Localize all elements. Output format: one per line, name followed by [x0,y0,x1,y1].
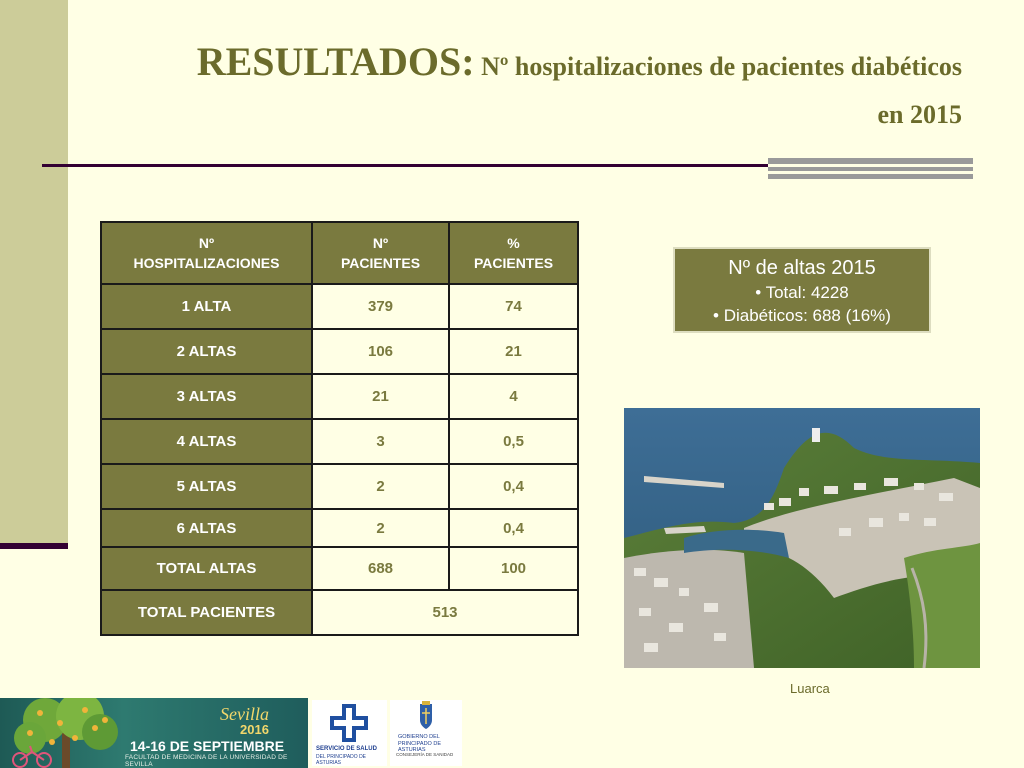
banner-faculty: FACULTAD DE MEDICINA DE LA UNIVERSIDAD DE SEVILLA [125,754,288,768]
header-hospitalizaciones: Nº HOSPITALIZACIONES [101,222,312,284]
header-porcentaje: % PACIENTES [449,222,578,284]
table-row [101,374,578,419]
sespa-line1: SERVICIO DE SALUD [316,746,377,752]
header-pacientes: Nº PACIENTES [312,222,449,284]
row-pacientes: 379 [312,284,449,329]
row-porcentaje: 0,4 [449,464,578,509]
table-header-row [101,222,578,284]
sespa-logo [312,700,387,766]
row-porcentaje: 74 [449,284,578,329]
table-row [101,329,578,374]
hospitalizations-table [100,221,579,636]
title-divider-accent [768,158,973,179]
row-porcentaje: 0,5 [449,419,578,464]
altas-box-diabeticos: • Diabéticos: 688 (16%) [713,306,891,325]
slide-title [100,40,962,141]
altas-box-total: • Total: 4228 [755,283,849,302]
row-pacientes: 688 [312,547,449,590]
row-label: 3 ALTAS [101,374,312,419]
row-label: 2 ALTAS [101,329,312,374]
row-label: TOTAL ALTAS [101,547,312,590]
total-pacientes-value: 513 [312,590,578,635]
row-label: 6 ALTAS [101,509,312,547]
row-pacientes: 2 [312,464,449,509]
table-row [101,284,578,329]
coat-of-arms-icon [390,700,462,732]
photo-caption: Luarca [790,681,830,696]
row-pacientes: 106 [312,329,449,374]
row-label: 1 ALTA [101,284,312,329]
banner-city: Sevilla [220,704,269,724]
table-row [101,547,578,590]
row-pacientes: 2 [312,509,449,547]
row-label: TOTAL PACIENTES [101,590,312,635]
row-porcentaje: 0,4 [449,509,578,547]
table-row [101,419,578,464]
row-label: 5 ALTAS [101,464,312,509]
sespa-line2: DEL PRINCIPADO DE ASTURIAS [316,754,367,766]
gobierno-asturias-logo [390,700,462,766]
row-pacientes: 3 [312,419,449,464]
left-band-rule [0,543,68,549]
altas-box-title: Nº de altas 2015 [728,257,876,279]
altas-summary-box [673,247,931,333]
title-colon: : [461,39,475,84]
luarca-photo [624,408,980,668]
title-main: RESULTADOS [196,39,462,84]
left-decorative-band [0,0,68,545]
row-label: 4 ALTAS [101,419,312,464]
gob-line3: CONSEJERÍA DE SANIDAD [396,752,454,757]
row-porcentaje: 21 [449,329,578,374]
title-subtitle-line2: en 2015 [877,100,962,129]
gob-line2: PRINCIPADO DE ASTURIAS [398,741,441,753]
row-porcentaje: 4 [449,374,578,419]
row-pacientes: 21 [312,374,449,419]
gob-line1: GOBIERNO DEL [398,734,440,740]
congress-banner [0,698,308,768]
table-row-total-pacientes [101,590,578,635]
title-subtitle-line1: Nº hospitalizaciones de pacientes diabéticos [474,52,962,81]
medical-cross-icon [312,700,387,746]
table-row [101,509,578,547]
banner-dates: 14-16 DE SEPTIEMBRE [130,738,285,754]
table-row [101,464,578,509]
banner-year: 2016 [240,722,269,737]
row-porcentaje: 100 [449,547,578,590]
